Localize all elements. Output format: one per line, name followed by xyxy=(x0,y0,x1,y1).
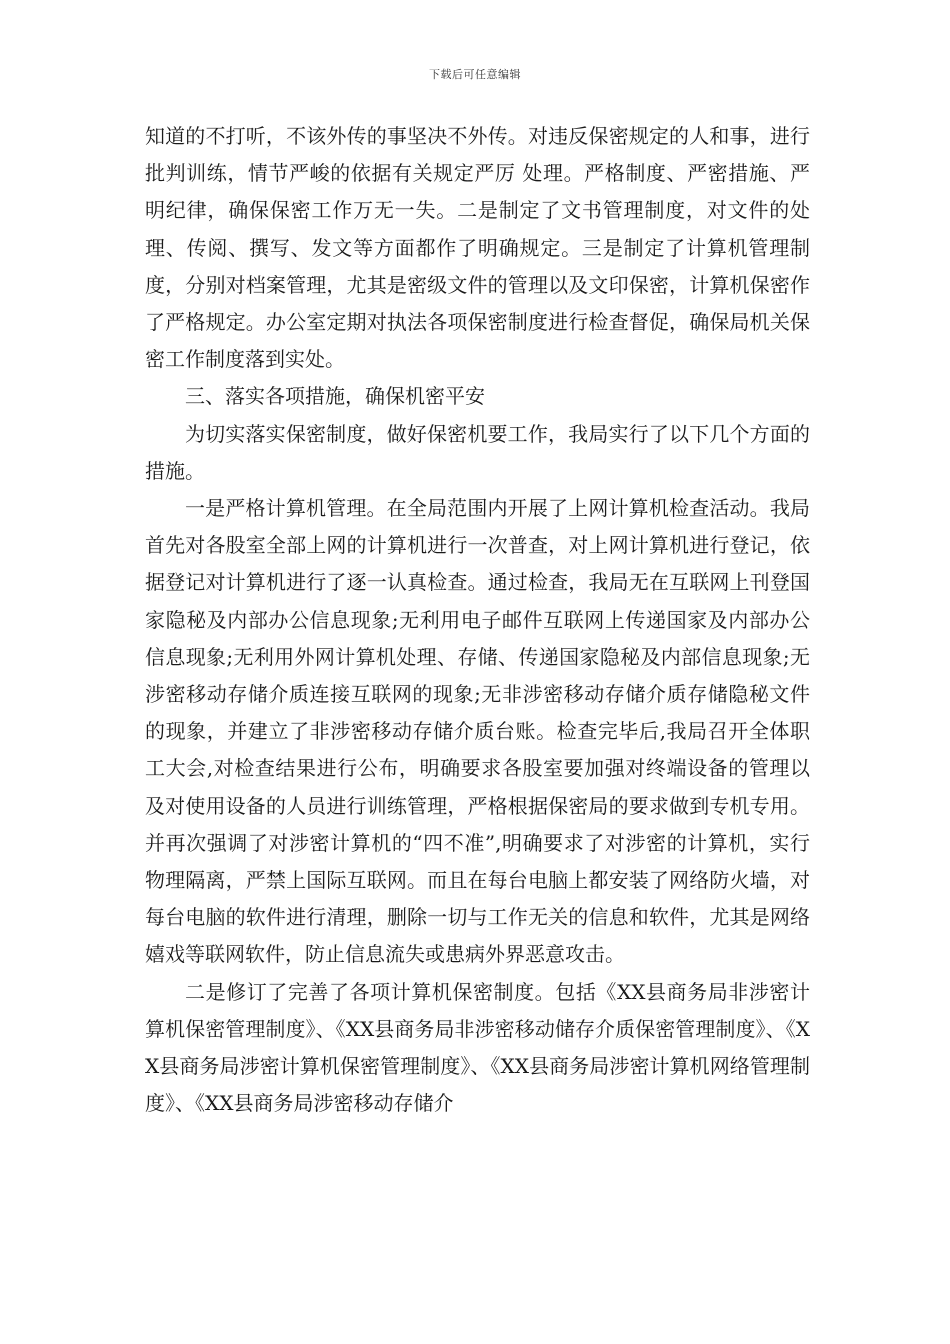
page-header-note: 下载后可任意编辑 xyxy=(429,68,521,81)
paragraph-intro: 为切实落实保密制度，做好保密机要工作，我局实行了以下几个方面的措施。 xyxy=(145,421,810,483)
paragraph-continuation: 知道的不打听，不该外传的事坚决不外传。对违反保密规定的人和事，进行批判训练，情节严峻的依据有关规定严厉 处理。严格制度、严密措施、严明纪律，确保保密工作万无一失。二是制定了文书管理制度，对文件的处理、传阅、撰写、发文等方面都作了明确规定。三是制定了计算机管理制度，分别对档案管理，尤其是密级文件的管理以及文印保密，计算机保密作了严格规定。办公室定期对执法各项保密制度进行检查督促，确保局机关保密工作制度落到实处。 xyxy=(145,124,810,372)
document-body xyxy=(145,118,810,1122)
paragraph-security-rules: 二是修订了完善了各项计算机保密制度。包括《XX县商务局非涉密计算机保密管理制度》、《XX县商务局非涉密移动储存介质保密管理制度》、《XX县商务局涉密计算机保密管理制度》、《XX县商务局涉密计算机网络管理制度》、《XX县商务局涉密移动存储介 xyxy=(145,979,810,1116)
section-heading-3: 三、落实各项措施，确保机密平安 xyxy=(185,384,485,409)
paragraph-computer-management: 一是严格计算机管理。在全局范围内开展了上网计算机检查活动。我局首先对各股室全部上网的计算机进行一次普查，对上网计算机进行登记，依据登记对计算机进行了逐一认真检查。通过检查，我局无在互联网上刊登国家隐秘及内部办公信息现象;无利用电子邮件互联网上传递国家及内部办公信息现象;无利用外网计算机处理、存储、传递国家隐秘及内部信息现象;无涉密移动存储介质连接互联网的现象;无非涉密移动存储介质存储隐秘文件的现象，并建立了非涉密移动存储介质台账。检查完毕后,我局召开全体职工大会,对检查结果进行公布，明确要求各股室要加强对终端设备的管理以及对使用设备的人员进行训练管理，严格根据保密局的要求做到专机专用。并再次强调了对涉密计算机的“四不准”,明确要求了对涉密的计算机，实行物理隔离，严禁上国际互联网。而且在每台电脑上都安装了网络防火墙，对每台电脑的软件进行清理，删除一切与工作无关的信息和软件，尤其是网络嬉戏等联网软件，防止信息流失或患病外界恶意攻击。 xyxy=(145,496,810,967)
